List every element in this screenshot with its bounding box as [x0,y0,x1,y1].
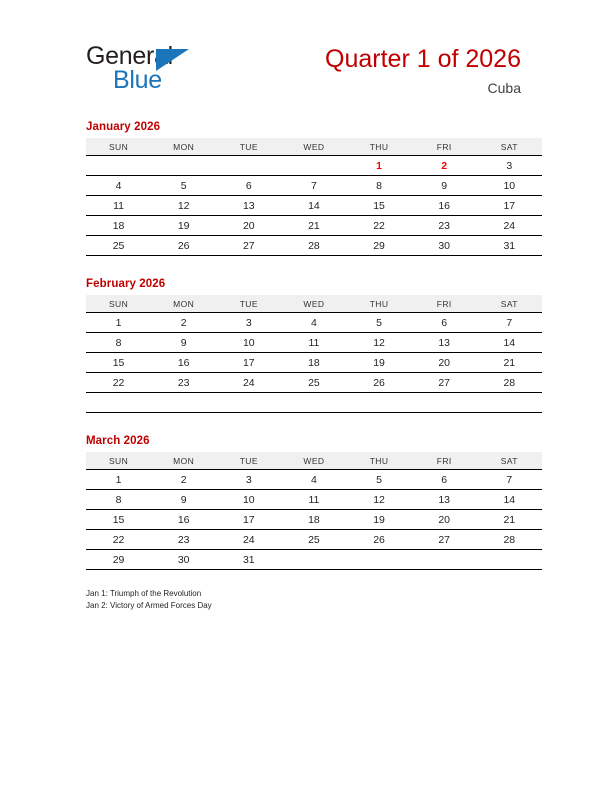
day-cell[interactable]: 6 [412,470,477,490]
day-cell[interactable]: 16 [412,196,477,216]
day-cell[interactable]: 18 [281,353,346,373]
day-cell[interactable]: 14 [477,333,542,353]
day-cell-empty [281,156,346,176]
day-cell[interactable]: 23 [151,530,216,550]
weekday-header-mon: MON [151,452,216,470]
week-row [86,196,542,216]
day-cell[interactable]: 30 [151,550,216,570]
day-cell[interactable]: 15 [86,353,151,373]
day-cell[interactable]: 26 [151,236,216,256]
weekday-header-wed: WED [281,138,346,156]
day-cell[interactable]: 26 [347,373,412,393]
week-row [86,530,542,550]
month-title: January 2026 [86,121,161,133]
weekday-header-wed: WED [281,452,346,470]
month-block [86,434,528,570]
page-header [0,0,612,112]
day-cell[interactable]: 7 [281,176,346,196]
week-row [86,176,542,196]
day-cell[interactable]: 21 [477,353,542,373]
day-cell[interactable]: 7 [477,470,542,490]
day-cell[interactable]: 5 [347,470,412,490]
day-cell[interactable]: 22 [347,216,412,236]
day-cell-empty [281,393,346,413]
day-cell[interactable]: 13 [412,333,477,353]
general-blue-logo [86,42,296,98]
day-cell[interactable]: 8 [86,333,151,353]
day-cell[interactable]: 2 [151,313,216,333]
day-cell[interactable]: 24 [216,530,281,550]
day-cell-holiday[interactable]: 1 [347,156,412,176]
day-cell[interactable]: 27 [412,373,477,393]
month-calendar-table [86,295,542,413]
day-cell[interactable]: 15 [347,196,412,216]
day-cell[interactable]: 18 [86,216,151,236]
day-cell[interactable]: 14 [281,196,346,216]
week-row [86,393,542,413]
day-cell[interactable]: 5 [151,176,216,196]
day-cell[interactable]: 25 [86,236,151,256]
weekday-header-sun: SUN [86,452,151,470]
day-cell[interactable]: 28 [477,373,542,393]
day-cell[interactable]: 11 [86,196,151,216]
day-cell[interactable]: 23 [412,216,477,236]
day-cell-empty [86,156,151,176]
week-row [86,510,542,530]
weekday-header-thu: THU [347,452,412,470]
day-cell[interactable]: 4 [281,470,346,490]
week-row [86,550,542,570]
day-cell[interactable]: 27 [412,530,477,550]
week-row [86,373,542,393]
day-cell[interactable]: 25 [281,373,346,393]
week-row [86,353,542,373]
day-cell-empty [347,393,412,413]
day-cell[interactable]: 12 [151,196,216,216]
day-cell[interactable]: 13 [412,490,477,510]
logo-word-general: General [86,42,173,70]
weekday-header-wed: WED [281,295,346,313]
day-cell-empty [477,393,542,413]
day-cell[interactable]: 31 [477,236,542,256]
day-cell[interactable]: 9 [151,333,216,353]
holiday-note: Jan 2: Victory of Armed Forces Day [86,601,212,610]
day-cell[interactable]: 18 [281,510,346,530]
logo-word-blue: Blue [113,66,162,94]
month-block [86,120,528,256]
day-cell[interactable]: 4 [86,176,151,196]
day-cell[interactable]: 16 [151,510,216,530]
weekday-header-tue: TUE [216,452,281,470]
day-cell[interactable]: 24 [477,216,542,236]
weekday-header-sat: SAT [477,452,542,470]
day-cell[interactable]: 14 [477,490,542,510]
week-row [86,236,542,256]
day-cell[interactable]: 28 [281,236,346,256]
day-cell[interactable]: 25 [281,530,346,550]
day-cell[interactable]: 3 [216,313,281,333]
weekday-header-fri: FRI [412,295,477,313]
day-cell[interactable]: 16 [151,353,216,373]
week-row [86,470,542,490]
day-cell[interactable]: 29 [347,236,412,256]
day-cell[interactable]: 21 [477,510,542,530]
weekday-header-tue: TUE [216,295,281,313]
weekday-header-row [86,452,542,470]
day-cell[interactable]: 3 [477,156,542,176]
weekday-header-thu: THU [347,295,412,313]
weekday-header-sun: SUN [86,295,151,313]
day-cell[interactable]: 2 [151,470,216,490]
week-row [86,216,542,236]
week-row [86,156,542,176]
day-cell[interactable]: 10 [477,176,542,196]
day-cell[interactable]: 7 [477,313,542,333]
day-cell[interactable]: 20 [412,510,477,530]
weekday-header-sat: SAT [477,295,542,313]
weekday-header-row [86,138,542,156]
page-title: Quarter 1 of 2026 [325,45,521,73]
week-row [86,313,542,333]
day-cell[interactable]: 20 [412,353,477,373]
day-cell[interactable]: 6 [216,176,281,196]
weekday-header-mon: MON [151,138,216,156]
region-label: Cuba [487,80,521,96]
weekday-header-fri: FRI [412,452,477,470]
day-cell[interactable]: 8 [347,176,412,196]
day-cell[interactable]: 26 [347,530,412,550]
day-cell-empty [412,550,477,570]
holiday-notes [86,588,526,612]
day-cell[interactable]: 13 [216,196,281,216]
day-cell[interactable]: 6 [412,313,477,333]
day-cell[interactable]: 1 [86,313,151,333]
day-cell[interactable]: 21 [281,216,346,236]
week-row [86,490,542,510]
day-cell[interactable]: 9 [412,176,477,196]
day-cell[interactable]: 17 [216,353,281,373]
day-cell[interactable]: 12 [347,490,412,510]
weekday-header-mon: MON [151,295,216,313]
day-cell-holiday[interactable]: 2 [412,156,477,176]
day-cell[interactable]: 20 [216,216,281,236]
day-cell[interactable]: 19 [151,216,216,236]
day-cell-empty [151,156,216,176]
day-cell[interactable]: 4 [281,313,346,333]
day-cell-empty [86,393,151,413]
weekday-header-fri: FRI [412,138,477,156]
day-cell[interactable]: 15 [86,510,151,530]
month-calendar-table [86,138,542,256]
day-cell[interactable]: 22 [86,373,151,393]
day-cell[interactable]: 29 [86,550,151,570]
day-cell-empty [281,550,346,570]
holiday-note: Jan 1: Triumph of the Revolution [86,589,202,598]
day-cell[interactable]: 3 [216,470,281,490]
day-cell[interactable]: 11 [281,490,346,510]
day-cell-empty [216,156,281,176]
month-block [86,277,528,413]
day-cell[interactable]: 8 [86,490,151,510]
day-cell-empty [216,393,281,413]
day-cell[interactable]: 19 [347,353,412,373]
day-cell[interactable]: 1 [86,470,151,490]
day-cell-empty [477,550,542,570]
day-cell[interactable]: 9 [151,490,216,510]
day-cell-empty [151,393,216,413]
day-cell-empty [347,550,412,570]
day-cell[interactable]: 5 [347,313,412,333]
day-cell[interactable]: 17 [477,196,542,216]
day-cell[interactable]: 27 [216,236,281,256]
title-block [325,44,521,97]
day-cell[interactable]: 12 [347,333,412,353]
day-cell[interactable]: 10 [216,333,281,353]
month-title: March 2026 [86,435,150,447]
day-cell[interactable]: 30 [412,236,477,256]
weekday-header-thu: THU [347,138,412,156]
day-cell[interactable]: 31 [216,550,281,570]
day-cell[interactable]: 17 [216,510,281,530]
day-cell[interactable]: 23 [151,373,216,393]
day-cell[interactable]: 11 [281,333,346,353]
day-cell[interactable]: 10 [216,490,281,510]
weekday-header-tue: TUE [216,138,281,156]
day-cell[interactable]: 24 [216,373,281,393]
week-row [86,333,542,353]
month-title: February 2026 [86,278,166,290]
weekday-header-row [86,295,542,313]
weekday-header-sat: SAT [477,138,542,156]
day-cell-empty [412,393,477,413]
day-cell[interactable]: 22 [86,530,151,550]
day-cell[interactable]: 28 [477,530,542,550]
month-calendar-table [86,452,542,570]
day-cell[interactable]: 19 [347,510,412,530]
weekday-header-sun: SUN [86,138,151,156]
